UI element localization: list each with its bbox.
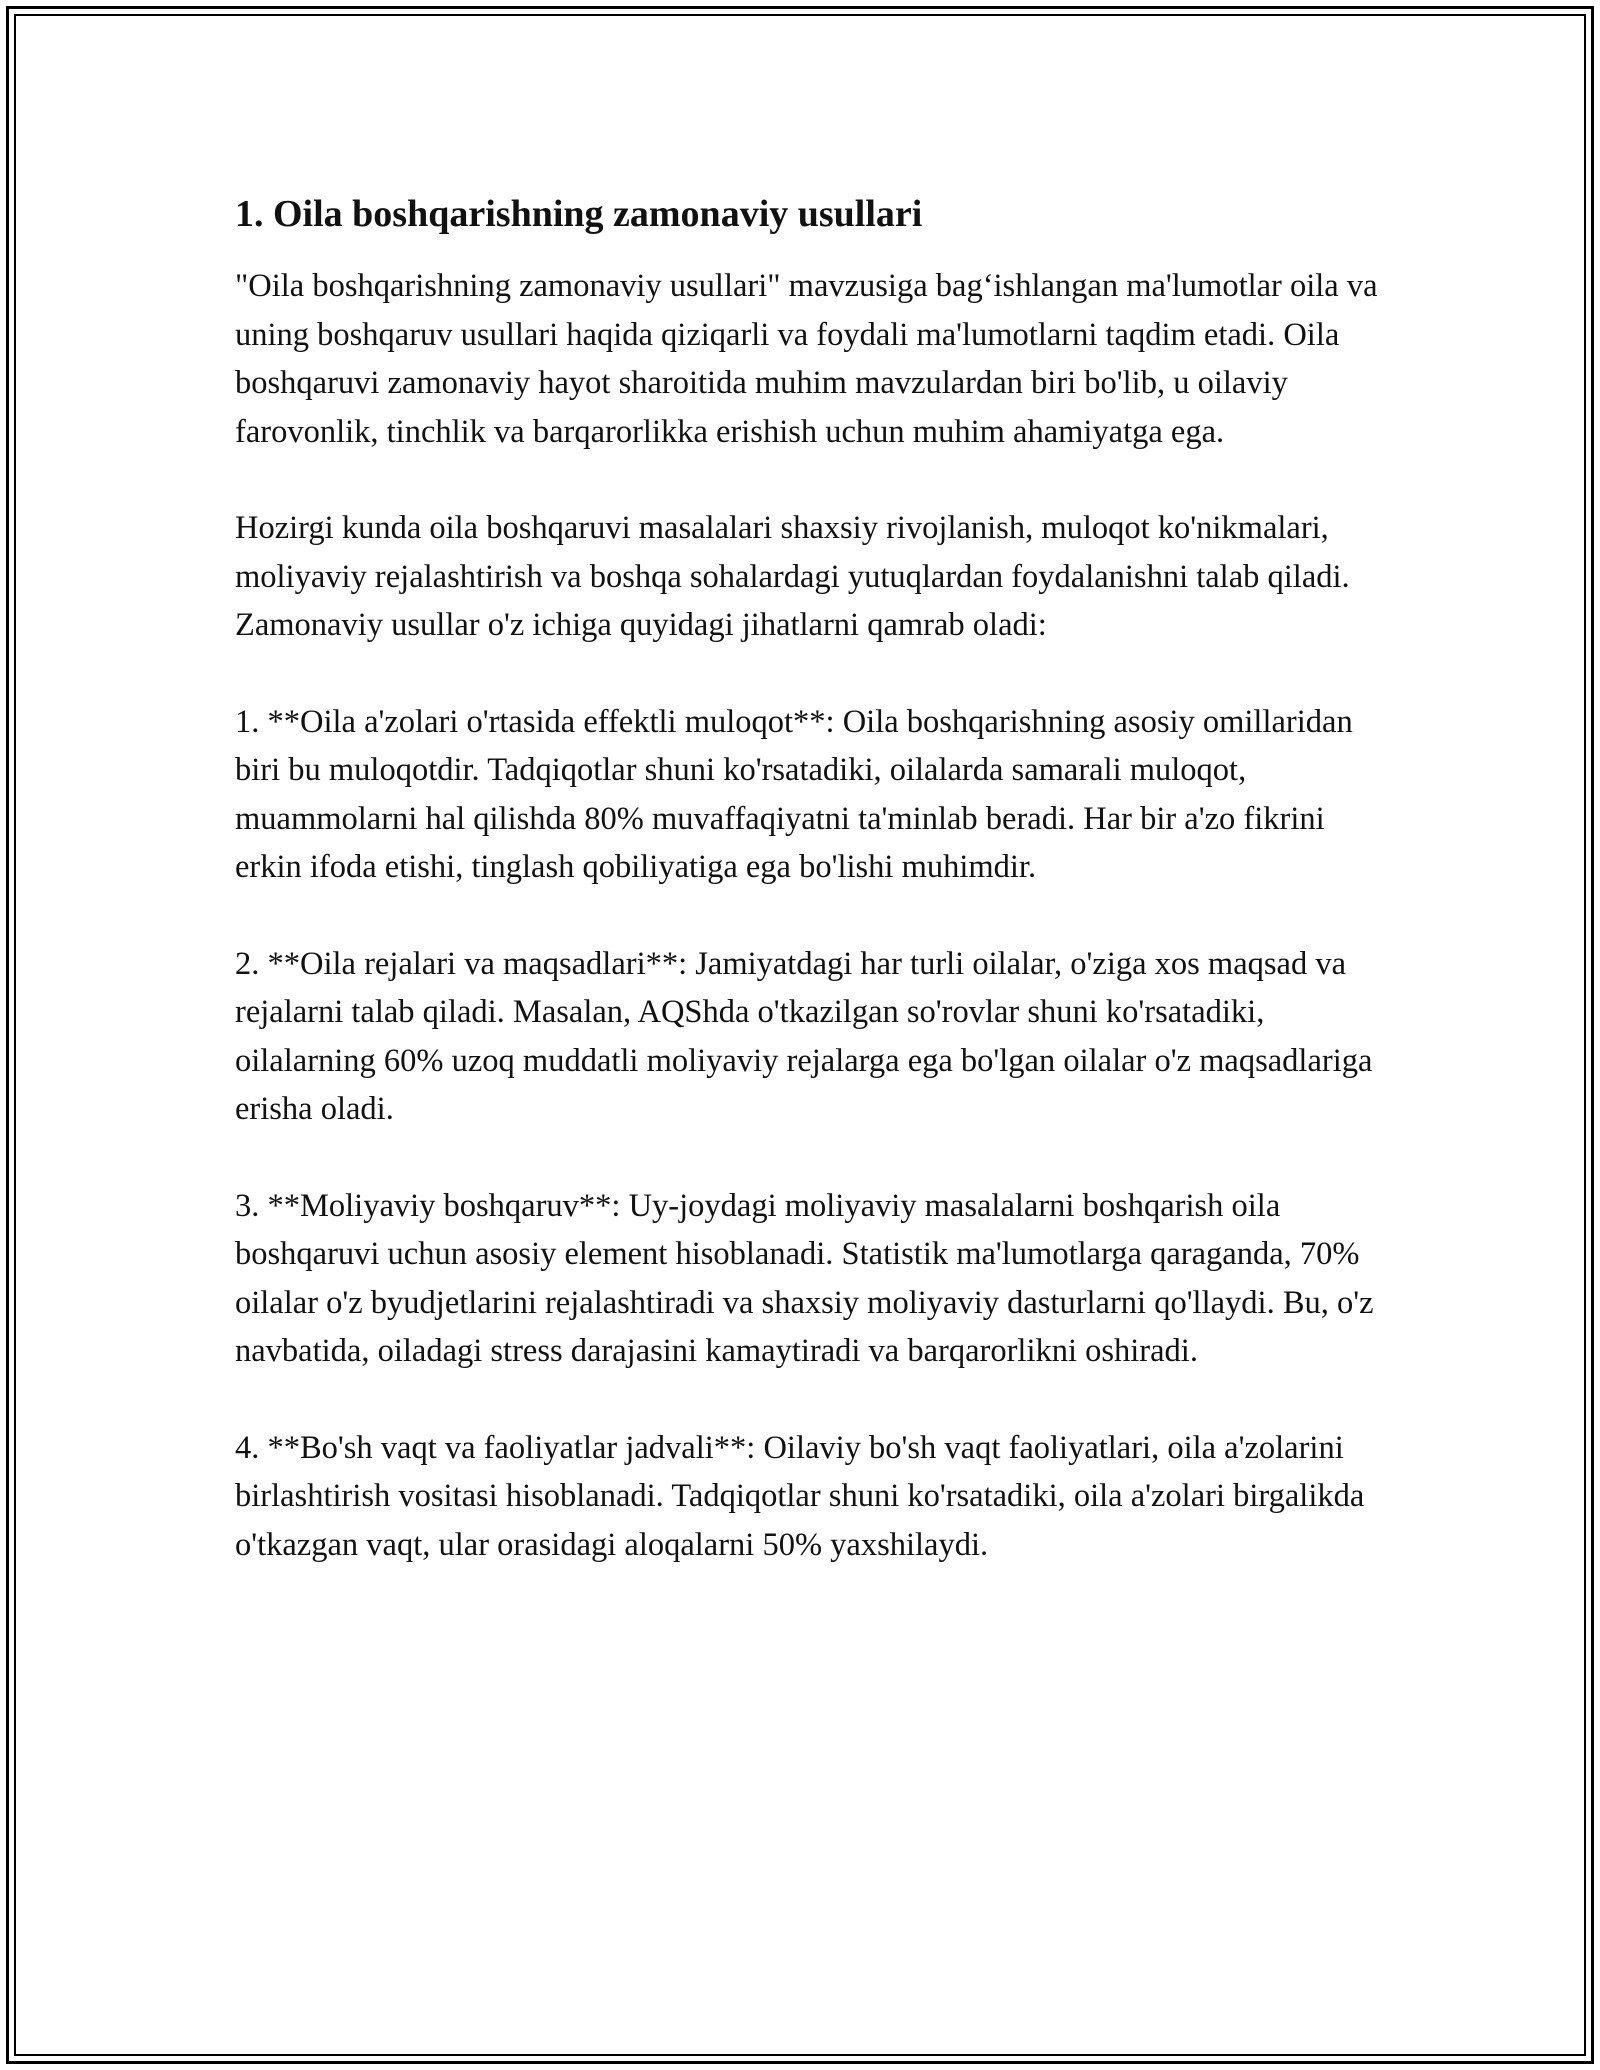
document-title: 1. Oila boshqarishning zamonaviy usullari (235, 193, 923, 235)
document-body (235, 188, 1385, 1569)
list-item-financial-management: 3. **Moliyaviy boshqaruv**: Uy-joydagi moliyaviy masalalarni boshqarish oila boshqaruvi uchun asosiy element hisoblanadi. Statistik ma'lumotlarga qaraganda, 70% oilalar o'z byudjetlarini rejalashtiradi va shaxsiy moliyaviy dasturlarni qo'llaydi. Bu, o'z navbatida, oiladagi stress darajasini kamaytiradi va barqarorlikni oshiradi. (235, 1187, 1374, 1369)
list-item-plans-goals: 2. **Oila rejalari va maqsadlari**: Jamiyatdagi har turli oilalar, o'ziga xos maqsad va rejalarni talab qiladi. Masalan, AQShda o'tkazilgan so'rovlar shuni ko'rsatadiki, oilalarning 60% uzoq muddatli moliyaviy rejalarga ega bo'lgan oilalar o'z maqsadlariga erisha oladi. (235, 945, 1373, 1127)
overview-paragraph: Hozirgi kunda oila boshqaruvi masalalari shaxsiy rivojlanish, muloqot ko'nikmalari, moliyaviy rejalashtirish va boshqa sohalardagi yutuqlardan foydalanishni talab qiladi. Zamonaviy usullar o'z ichiga quyidagi jihatlarni qamrab oladi: (235, 510, 1350, 643)
list-item-leisure-schedule: 4. **Bo'sh vaqt va faoliyatlar jadvali**: Oilaviy bo'sh vaqt faoliyatlari, oila a'zolarini birlashtirish vositasi hisoblanadi. Tadqiqotlar shuni ko'rsatadiki, oila a'zolari birgalikda o'tkazgan vaqt, ular orasidagi aloqalarni 50% yaxshilaydi. (235, 1429, 1365, 1563)
intro-paragraph: "Oila boshqarishning zamonaviy usullari" mavzusiga bag‘ishlangan ma'lumotlar oila va uning boshqaruv usullari haqida qiziqarli va foydali ma'lumotlarni taqdim etadi. Oila boshqaruvi zamonaviy hayot sharoitida muhim mavzulardan biri bo'lib, u oilaviy farovonlik, tinchlik va barqarorlikka erishish uchun muhim ahamiyatga ega. (235, 268, 1378, 450)
list-item-communication: 1. **Oila a'zolari o'rtasida effektli muloqot**: Oila boshqarishning asosiy omillaridan biri bu muloqotdir. Tadqiqotlar shuni ko'rsatadiki, oilalarda samarali muloqot, muammolarni hal qilishda 80% muvaffaqiyatni ta'minlab beradi. Har bir a'zo fikrini erkin ifoda etishi, tinglash qobiliyatiga ega bo'lishi muhimdir. (235, 703, 1353, 885)
